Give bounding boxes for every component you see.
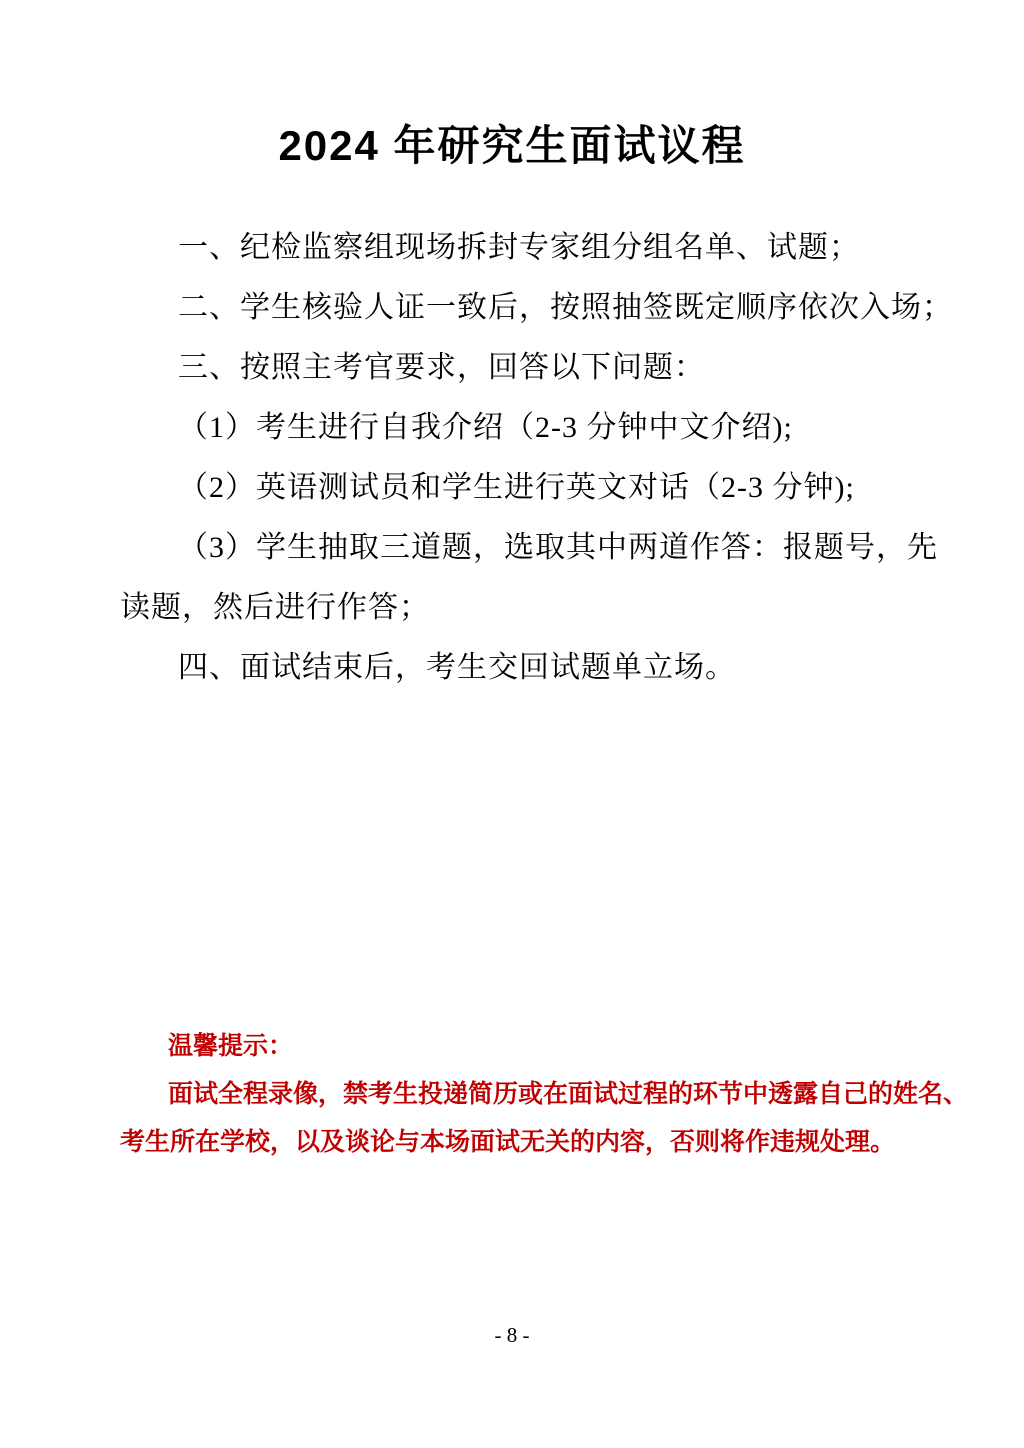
page-number: - 8 - (494, 1323, 530, 1347)
page-title: 2024 年研究生面试议程 (278, 122, 746, 169)
agenda-subitem-2: （2）英语测试员和学生进行英文对话（2-3 分钟); (178, 471, 855, 504)
agenda-body (0, 218, 1024, 698)
agenda-subitem-1: （1）考生进行自我介绍（2-3 分钟中文介绍); (178, 411, 793, 444)
notice-line-2: 考生所在学校，以及谈论与本场面试无关的内容，否则将作违规处理。 (120, 1128, 896, 1156)
agenda-subitem-3-continuation: 读题，然后进行作答； (120, 591, 430, 624)
agenda-item-4: 四、面试结束后，考生交回试题单立场。 (178, 651, 736, 684)
agenda-item-1: 一、纪检监察组现场拆封专家组分组名单、试题； (178, 231, 860, 264)
agenda-item-2: 二、学生核验人证一致后，按照抽签既定顺序依次入场； (178, 291, 953, 324)
agenda-subitem-3: （3）学生抽取三道题，选取其中两道作答：报题号，先 (178, 531, 938, 564)
notice-heading: 温馨提示： (168, 1032, 294, 1060)
notice-line-1: 面试全程录像，禁考生投递简历或在面试过程的环节中透露自己的姓名、 (168, 1080, 969, 1108)
agenda-item-3: 三、按照主考官要求，回答以下问题： (178, 351, 705, 384)
notice-section (120, 1022, 969, 1166)
